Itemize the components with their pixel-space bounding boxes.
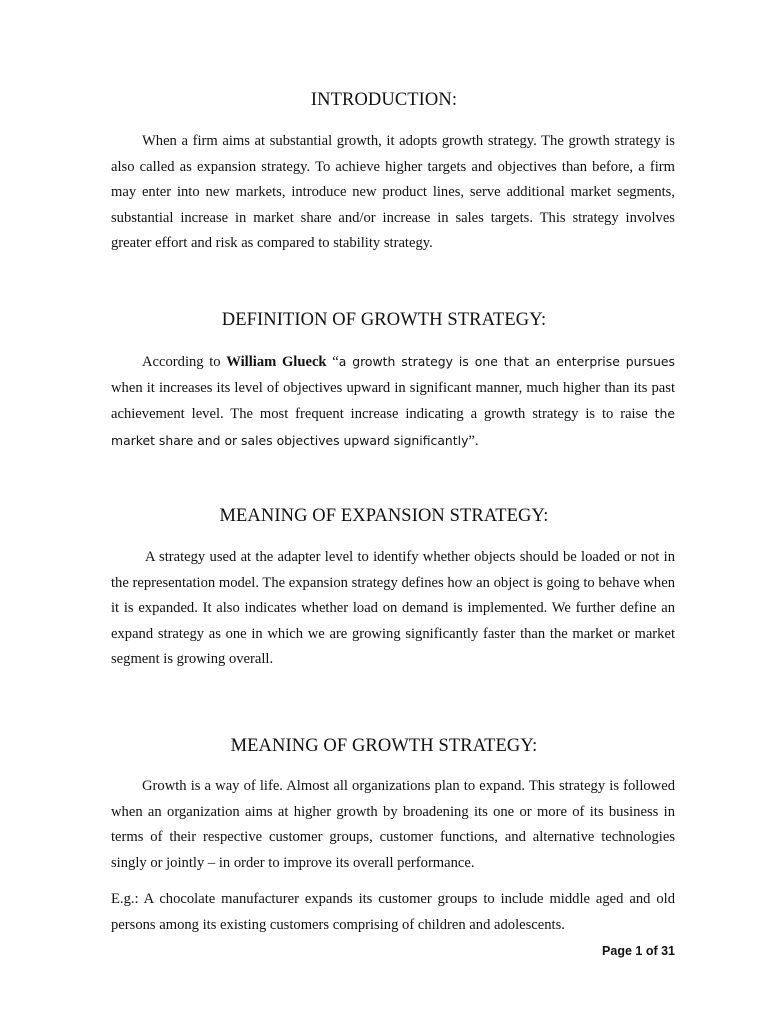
heading-expansion-strategy: MEANING OF EXPANSION STRATEGY: [219, 506, 549, 526]
definition-author: William Glueck [226, 354, 327, 370]
page-label: Page [602, 944, 636, 958]
paragraph-example: E.g.: A chocolate manufacturer expands its customer groups to include middle aged and old persons among its existing customers comprising of children and adolescents. [111, 891, 675, 933]
of-label: of [642, 944, 662, 958]
heading-growth-strategy: MEANING OF GROWTH STRATEGY: [230, 736, 538, 756]
page-number [602, 944, 675, 958]
paragraph-expansion-strategy: A strategy used at the adapter level to identify whether objects should be loaded or not in the representation model. The expansion strategy defines how an object is going to behave when it is expanded. It also indicates whether load on demand is implemented. We further define an expand strategy as one in which we are growing significantly faster than the market or market segment is growing overall. [111, 549, 675, 667]
definition-middle: when it increases its level of objectives upward in significant manner, much higher than its past achievement level. The most frequent increase indicating a growth strategy is to raise [111, 379, 675, 422]
definition-quote-part1: a growth strategy is one that an enterprise pursues [338, 354, 675, 369]
total-pages: 31 [661, 944, 675, 958]
paragraph-definition [111, 349, 675, 454]
definition-lead: According to [142, 354, 227, 370]
heading-introduction: INTRODUCTION: [310, 90, 458, 110]
definition-quote-part2: the market share and or sales objectives upward significantly [111, 406, 675, 448]
definition-open-quote: “ [326, 354, 339, 370]
paragraph-growth-strategy: Growth is a way of life. Almost all organizations plan to expand. This strategy is followed when an organization aims at higher growth by broadening its one or more of its business in terms of their respective customer groups, customer functions, and alternative technologies singly or jointly – in order to improve its overall performance. [111, 778, 675, 871]
definition-close: ”. [468, 432, 479, 449]
heading-definition: DEFINITION OF GROWTH STRATEGY: [221, 310, 547, 330]
current-page: 1 [635, 944, 643, 958]
paragraph-introduction: When a firm aims at substantial growth, it adopts growth strategy. The growth strategy is also called as expansion strategy. To achieve higher targets and objectives than before, a firm may enter into new markets, introduce new product lines, serve additional market segments, substantial increase in market share and/or increase in sales targets. This strategy involves greater effort and risk as compared to stability strategy. [111, 133, 675, 251]
